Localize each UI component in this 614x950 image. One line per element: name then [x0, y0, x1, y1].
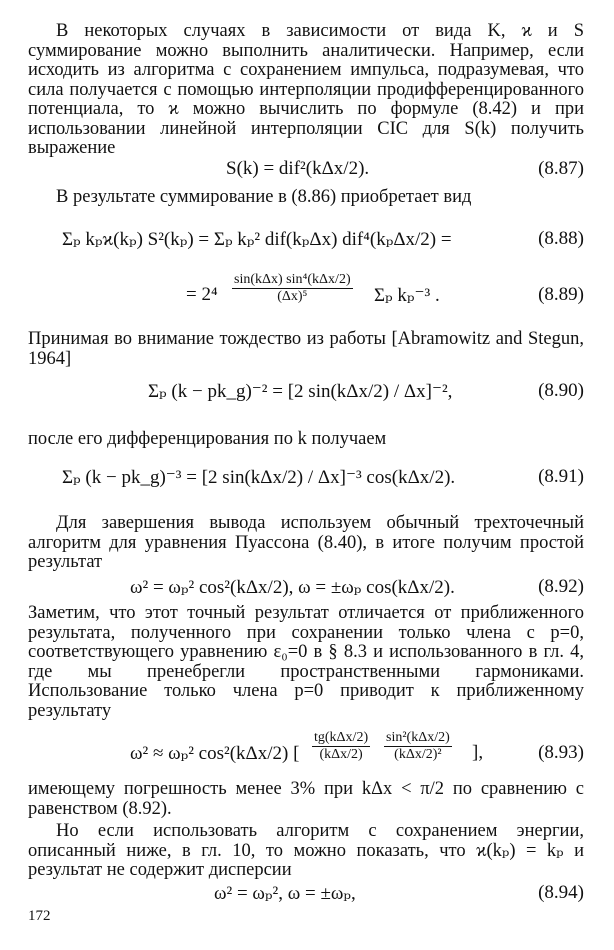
equation-8-94-number: (8.94): [538, 882, 584, 903]
equation-8-87-number: (8.87): [538, 158, 584, 179]
paragraph-2: В результате суммирование в (8.86) приобретает вид: [56, 187, 472, 207]
equation-8-92-body: ω² = ωₚ² cos²(kΔx/2), ω = ±ωₚ cos(kΔx/2).: [130, 577, 455, 598]
equation-8-89-rhs: Σₚ kₚ⁻³ .: [374, 285, 440, 306]
paragraph-6: Заметим, что этот точный результат отличается от приближенного результата, полученного при сохранении только члена с p=0, соответствующего уравнению ε₀=0 в § 8.3 и использованного в гл. 4, где мы пренебрегли пространственными гармониками. Использование только члена p=0 приводит к приближенному результату: [28, 603, 584, 721]
equation-8-93-lhs: ω² ≈ ωₚ² cos²(kΔx/2) [: [130, 743, 300, 764]
equation-8-91: [0, 466, 614, 510]
equation-8-93-fraction-2: [384, 730, 452, 763]
paragraph-7: имеющему погрешность менее 3% при kΔx < π/2 по сравнению с равенством (8.92).: [28, 779, 584, 819]
paragraph-4: после его дифференцирования по k получаем: [28, 429, 387, 449]
equation-8-93: [0, 732, 614, 776]
paragraph-3: Принимая во внимание тождество из работы [Abramowitz and Stegun, 1964]: [28, 329, 584, 369]
equation-8-93-fraction-2-denominator: (kΔx/2)²: [394, 747, 442, 762]
equation-8-90-number: (8.90): [538, 380, 584, 401]
paragraph-1: В некоторых случаях в зависимости от вида K, ϰ и S суммирование можно выполнить аналитически. Например, если исходить из алгоритма с сохранением импульса, подразумевая, что сила получается с помощью интерполяции продифференцированного потенциала, то ϰ можно вычислить по формуле (8.42) и при использовании линейной интерполяции CIC для S(k) получить выражение: [28, 21, 584, 158]
equation-8-94-body: ω² = ωₚ², ω = ±ωₚ,: [214, 883, 356, 904]
equation-8-93-fraction-1-numerator: tg(kΔx/2): [314, 730, 369, 745]
equation-8-89-fraction: [232, 272, 353, 305]
equation-8-89: [0, 272, 614, 320]
equation-8-88-body: Σₚ kₚϰ(kₚ) S²(kₚ) = Σₚ kₚ² dif(kₚΔx) dif⁴(kₚΔx/2) =: [62, 229, 452, 250]
equation-8-88: [0, 228, 614, 272]
page-number: 172: [28, 908, 51, 924]
equation-8-90-body: Σₚ (k − pk_g)⁻² = [2 sin(kΔx/2) / Δx]⁻²,: [148, 381, 453, 402]
equation-8-89-lhs: = 2⁴: [186, 284, 218, 305]
equation-8-93-fraction-2-numerator: sin²(kΔx/2): [386, 730, 450, 745]
paragraph-5: Для завершения вывода используем обычный трехточечный алгоритм для уравнения Пуассона (8.40), в итоге получим простой результат: [28, 513, 584, 572]
equation-8-94: [0, 882, 614, 926]
equation-8-90: [0, 380, 614, 424]
equation-8-91-number: (8.91): [538, 466, 584, 487]
equation-8-88-number: (8.88): [538, 228, 584, 249]
paragraph-8: Но если использовать алгоритм с сохранением энергии, описанный ниже, в гл. 10, то можно показать, что ϰ(kₚ) = kₚ и результат не содержит дисперсии: [28, 821, 584, 880]
equation-8-93-rhs: ],: [472, 742, 484, 763]
equation-8-87-body: S(k) = dif²(kΔx/2).: [226, 158, 370, 179]
equation-8-91-body: Σₚ (k − pk_g)⁻³ = [2 sin(kΔx/2) / Δx]⁻³ cos(kΔx/2).: [62, 467, 456, 488]
equation-8-89-denominator: (Δx)⁵: [277, 289, 308, 304]
equation-8-93-fraction-1: [312, 730, 370, 763]
equation-8-93-number: (8.93): [538, 742, 584, 763]
equation-8-92-number: (8.92): [538, 576, 584, 597]
equation-8-89-number: (8.89): [538, 284, 584, 305]
equation-8-93-fraction-1-denominator: (kΔx/2): [319, 747, 363, 762]
equation-8-89-numerator: sin(kΔx) sin⁴(kΔx/2): [234, 272, 351, 287]
